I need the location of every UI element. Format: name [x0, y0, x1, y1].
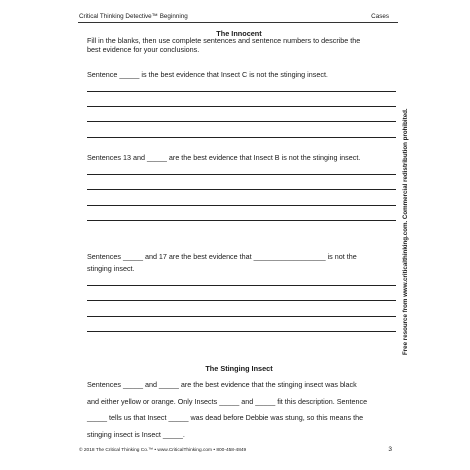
question-2: Sentences 13 and _____ are the best evidence that Insect B is not the stinging insect. [87, 153, 361, 162]
instructions-line-2: best evidence for your conclusions. [87, 45, 200, 54]
stinging-line-1: Sentences _____ and _____ are the best evidence that the stinging insect was black [87, 380, 357, 389]
answer-line [87, 285, 396, 286]
copyright-sidebar: Free resource from www.criticalthinking.com. Commercial redistribution prohibited. [402, 108, 409, 355]
stinging-line-4: stinging insect is Insect _____. [87, 430, 185, 439]
instructions-line-1: Fill in the blanks, then use complete sentences and sentence numbers to describe the [87, 36, 361, 45]
answer-line [87, 316, 396, 317]
answer-line [87, 331, 396, 332]
header-book-title: Critical Thinking Detective™ Beginning [79, 13, 188, 20]
answer-line [87, 174, 396, 175]
answer-line [87, 220, 396, 221]
question-1: Sentence _____ is the best evidence that Insect C is not the stinging insect. [87, 70, 328, 79]
answer-line [87, 205, 396, 206]
answer-line [87, 137, 396, 138]
header-divider [78, 22, 398, 23]
header-section: Cases [371, 13, 389, 20]
section-title-innocent: The Innocent [216, 29, 262, 38]
answer-line [87, 91, 396, 92]
stinging-line-3: _____ tells us that Insect _____ was dead before Debbie was stung, so this means the [87, 413, 364, 422]
answer-line [87, 189, 396, 190]
question-3-line-1: Sentences _____ and 17 are the best evidence that __________________ is not the [87, 252, 357, 261]
question-3-line-2: stinging insect. [87, 264, 135, 273]
stinging-line-2: and either yellow or orange. Only Insects _____ and _____ fit this description. Sentence [87, 397, 368, 406]
answer-line [87, 300, 396, 301]
answer-line [87, 106, 396, 107]
page-number: 3 [388, 446, 392, 453]
section-title-stinging-insect: The Stinging Insect [205, 364, 273, 373]
footer-copyright: © 2018 The Critical Thinking Co.™ • www.CriticalThinking.com • 800-458-4849 [79, 448, 247, 453]
answer-line [87, 121, 396, 122]
